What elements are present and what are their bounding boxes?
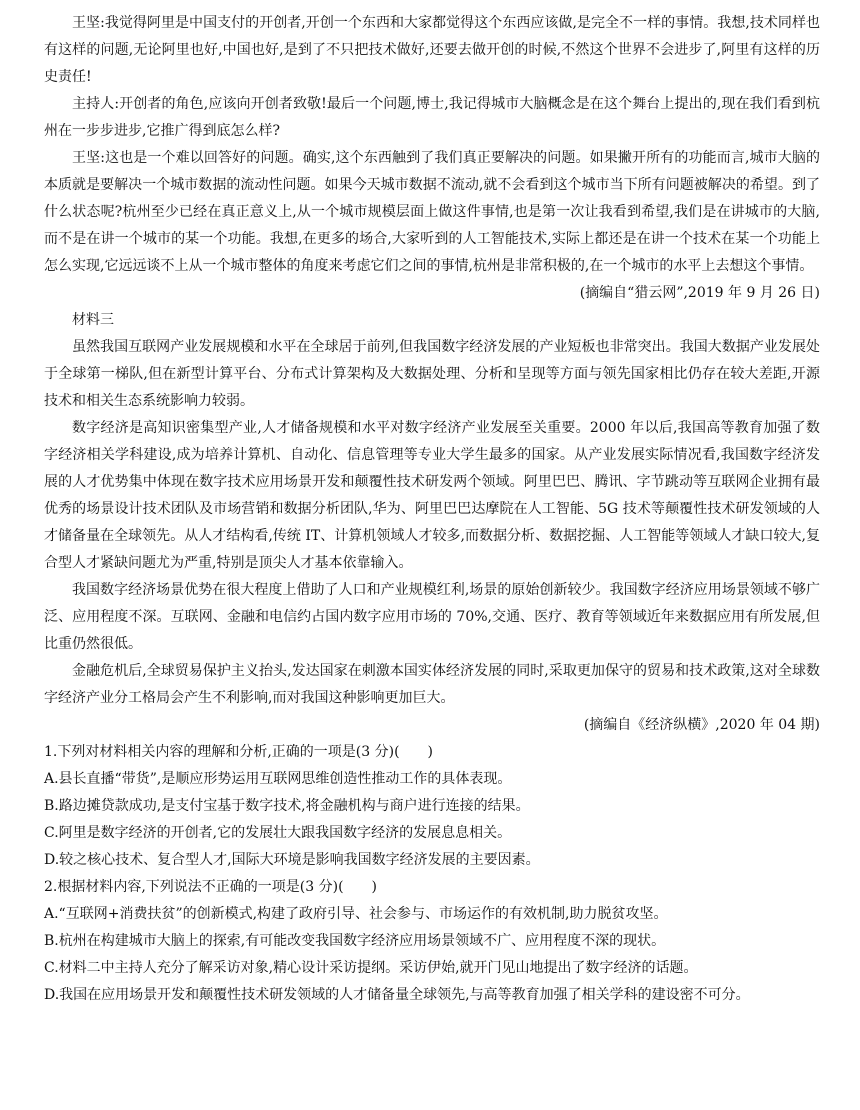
question-option: B.杭州在构建城市大脑上的探索,有可能改变我国数字经济应用场景领域不广、应用程度不深的现状。 — [44, 933, 666, 949]
document-page — [44, 10, 820, 1009]
dialogue-paragraph: 主持人:开创者的角色,应该向开创者致敬!最后一个问题,博士,我记得城市大脑概念是在这个舞台上提出的,现在我们看到杭州在一步步进步,它推广得到底怎么样? — [44, 96, 820, 139]
question-option: D.我国在应用场景开发和颠覆性技术研发领域的人才储备量全球领先,与高等教育加强了相关学科的建设密不可分。 — [44, 987, 750, 1003]
dialogue-paragraph: 王坚:这也是一个难以回答好的问题。确实,这个东西触到了我们真正要解决的问题。如果撇开所有的功能而言,城市大脑的本质就是要解决一个城市数据的流动性问题。如果今天城市数据不流动,就不会看到这个城市当下所有问题被解决的希望。到了什么状态呢?杭州至少已经在真正意义上,从一个城市规模层面上做这件事情,也是第一次让我看到希望,我们是在讲城市的大脑,而不是在讲一个城市的某一个功能。我想,在更多的场合,大家听到的人工智能技术,实际上都还是在讲一个技术在某一个功能上怎么实现,它远远谈不上从一个城市整体的角度来考虑它们之间的事情,杭州是非常积极的,在一个城市的水平上去想这个事情。 — [44, 150, 820, 274]
material-paragraph: 我国数字经济场景优势在很大程度上借助了人口和产业规模红利,场景的原始创新较少。我国数字经济应用场景领域不够广泛、应用程度不深。互联网、金融和电信约占国内数字应用市场的 70%,交通、医疗、教育等领域近年来数据应用有所发展,但比重仍然很低。 — [44, 582, 820, 652]
dialogue-paragraph: 王坚:我觉得阿里是中国支付的开创者,开创一个东西和大家都觉得这个东西应该做,是完全不一样的事情。我想,技术同样也有这样的问题,无论阿里也好,中国也好,是到了不只把技术做好,还要去做开创的时候,不然这个世界不会进步了,阿里有这样的历史责任! — [44, 15, 820, 85]
material-paragraph: 虽然我国互联网产业发展规模和水平在全球居于前列,但我国数字经济发展的产业短板也非常突出。我国大数据产业发展处于全球第一梯队,但在新型计算平台、分布式计算架构及大数据处理、分析和呈现等方面与领先国家相比仍存在较大差距,开源技术和相关生态系统影响力较弱。 — [44, 339, 820, 409]
question-option: C.阿里是数字经济的开创者,它的发展壮大跟我国数字经济的发展息息相关。 — [44, 825, 512, 841]
material-title: 材料三 — [72, 312, 114, 328]
question-option: A.县长直播“带货”,是顺应形势运用互联网思维创造性推动工作的具体表现。 — [44, 771, 512, 787]
question-stem: 2.根据材料内容,下列说法不正确的一项是(3 分)( ) — [44, 879, 378, 895]
question-stem: 1.下列对材料相关内容的理解和分析,正确的一项是(3 分)( ) — [44, 744, 434, 760]
source-citation: (摘编自“猎云网”,2019 年 9 月 26 日) — [579, 285, 820, 301]
question-option: C.材料二中主持人充分了解采访对象,精心设计采访提纲。采访伊始,就开门见山地提出了数字经济的话题。 — [44, 960, 698, 976]
question-option: B.路边摊贷款成功,是支付宝基于数字技术,将金融机构与商户进行连接的结果。 — [44, 798, 530, 814]
material-paragraph: 数字经济是高知识密集型产业,人才储备规模和水平对数字经济产业发展至关重要。2000 年以后,我国高等教育加强了数字经济相关学科建设,成为培养计算机、自动化、信息管理等专业大学生最多的国家。从产业发展实际情况看,我国数字经济发展的人才优势集中体现在数字技术应用场景开发和颠覆性技术研发两个领域。阿里巴巴、腾讯、字节跳动等互联网企业拥有最优秀的场景设计技术团队及市场营销和数据分析团队,华为、阿里巴巴达摩院在人工智能、5G 技术等颠覆性技术研发领域的人才储备量在全球领先。从人才结构看,传统 IT、计算机领域人才较多,而数据分析、数据挖掘、人工智能等领域人才缺口较大,复合型人才紧缺问题尤为严重,特别是顶尖人才基本依靠输入。 — [44, 420, 820, 571]
question-option: A.“互联网+消费扶贫”的创新模式,构建了政府引导、社会参与、市场运作的有效机制,助力脱贫攻坚。 — [44, 906, 668, 922]
material-paragraph: 金融危机后,全球贸易保护主义抬头,发达国家在刺激本国实体经济发展的同时,采取更加保守的贸易和技术政策,这对全球数字经济产业分工格局会产生不利影响,而对我国这种影响更加巨大。 — [44, 663, 820, 706]
source-citation: (摘编自《经济纵横》,2020 年 04 期) — [583, 717, 820, 733]
question-option: D.较之核心技术、复合型人才,国际大环境是影响我国数字经济发展的主要因素。 — [44, 852, 540, 868]
